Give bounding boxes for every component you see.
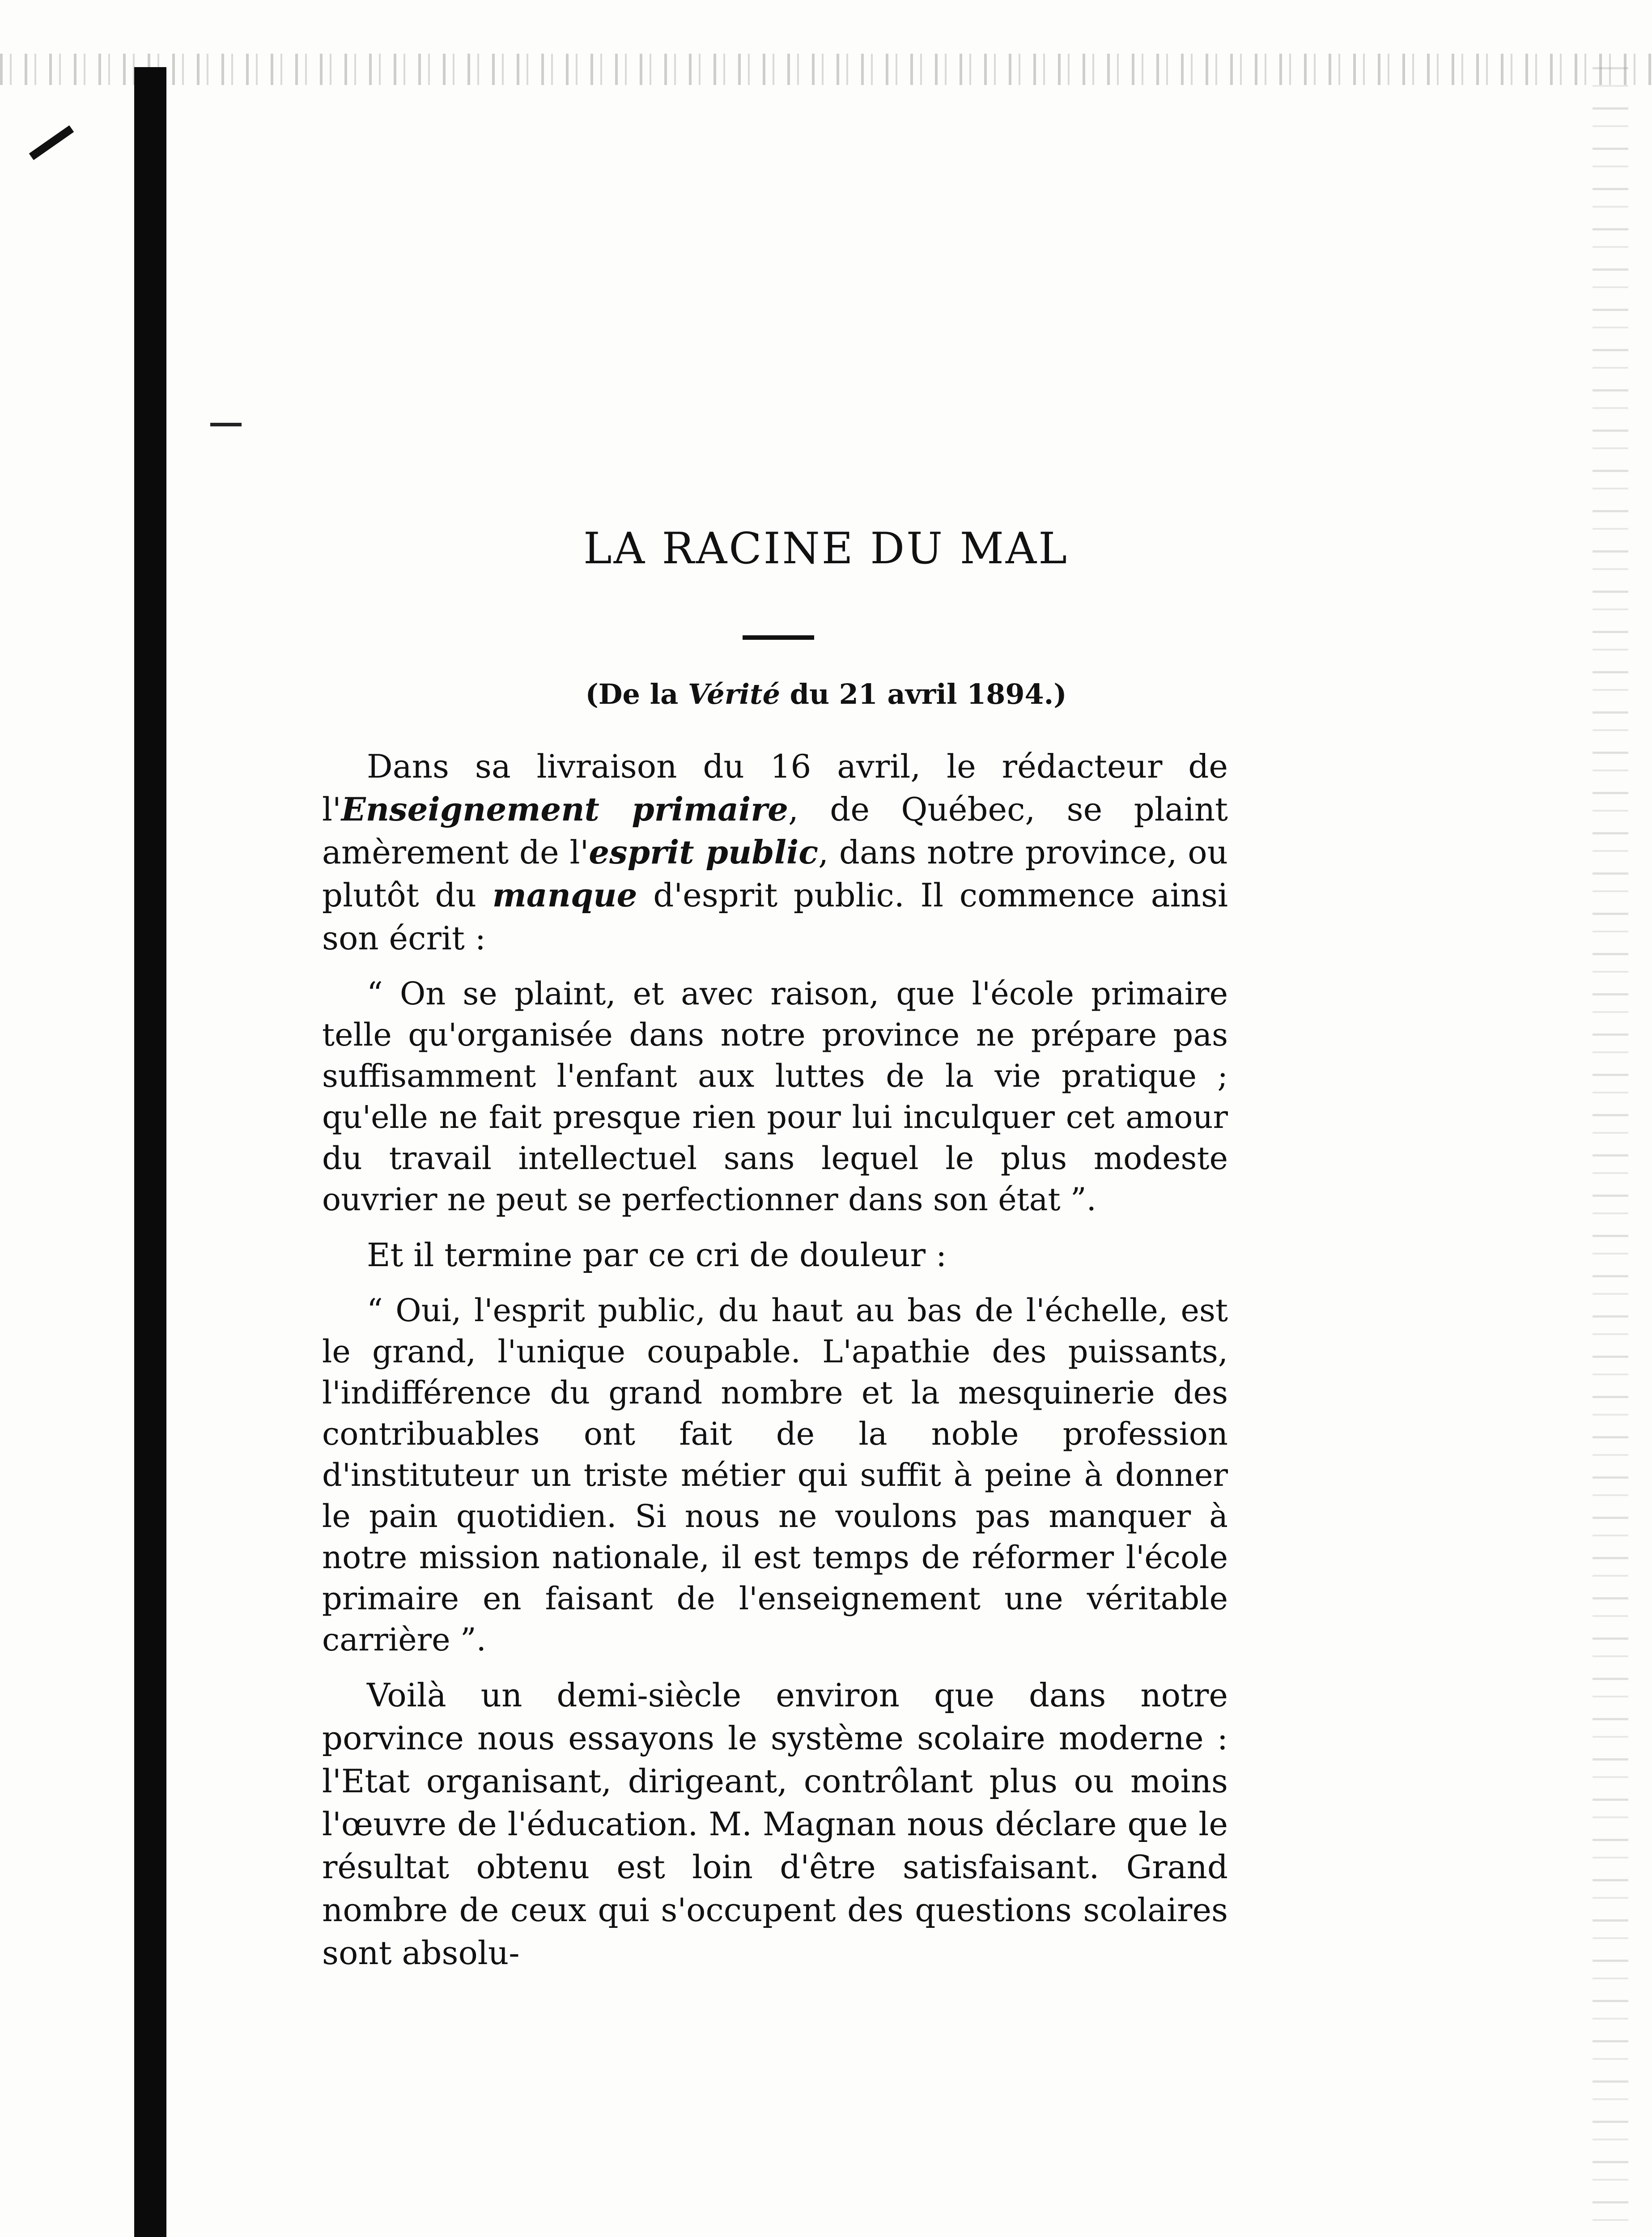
page-title: LA RACINE DU MAL xyxy=(583,523,1069,574)
quoted-paragraph xyxy=(322,973,1228,1220)
article-body xyxy=(322,745,1228,1988)
text-run: , de Québec, se plaint amèrement de l' xyxy=(322,791,1228,871)
source-prefix: (De la xyxy=(585,678,688,710)
text-run: Dans sa livraison du 16 avril, le rédacteur de l' xyxy=(322,748,1228,828)
text-run: “ Oui, l'esprit public, du haut au bas de l'échelle, est le grand, l'unique coupable. L'apathie des puissants, l'indifférence du grand nombre et la mesquinerie des contribuables ont fait de la noble profession d'instituteur un triste métier qui suffit à peine à donner le pain quotidien. Si nous ne voulons pas manquer à notre mission nationale, il est temps de réformer l'école primaire en faisant de l'enseignement une véritable carrière ”. xyxy=(322,1292,1228,1658)
binding-edge xyxy=(134,67,166,2237)
italic-run: esprit public xyxy=(589,833,819,871)
title-rule xyxy=(743,635,814,640)
stray-ink-mark xyxy=(29,125,74,160)
text-run: Et il termine par ce cri de douleur : xyxy=(367,1236,947,1274)
italic-run: manque xyxy=(492,876,637,914)
italic-run: Enseignement primaire xyxy=(341,790,788,828)
text-run: d'esprit public. Il commence ainsi son écrit : xyxy=(322,876,1228,957)
stray-ink-dash xyxy=(210,423,242,426)
scan-noise-top xyxy=(0,54,1652,85)
text-run: , dans notre province, ou plutôt du xyxy=(322,834,1228,914)
scan-noise-right xyxy=(1593,67,1628,2237)
paragraph xyxy=(322,1233,1228,1276)
paragraph xyxy=(322,745,1228,960)
source-journal: Vérité xyxy=(688,678,781,710)
quoted-paragraph xyxy=(322,1290,1228,1660)
source-citation xyxy=(0,678,1652,710)
text-run: “ On se plaint, et avec raison, que l'école primaire telle qu'organisée dans notre province ne prépare pas suffisamment l'enfant aux luttes de la vie pratique ; qu'elle ne fait presque rien pour lui inculquer cet amour du travail intellectuel sans lequel le plus modeste ouvrier ne peut se perfectionner dans son état ”. xyxy=(322,975,1228,1218)
paragraph xyxy=(322,1674,1228,1974)
text-run: Voilà un demi-siècle environ que dans notre porvince nous essayons le système scolaire moderne : l'Etat organisant, dirigeant, contrôlant plus ou moins l'œuvre de l'éducation. M. Magnan nous déclare que le résultat obtenu est loin d'être satisfaisant. Grand nombre de ceux qui s'occupent des questions scolaires sont absolu- xyxy=(322,1676,1228,1972)
source-suffix: du 21 avril 1894.) xyxy=(780,678,1067,710)
